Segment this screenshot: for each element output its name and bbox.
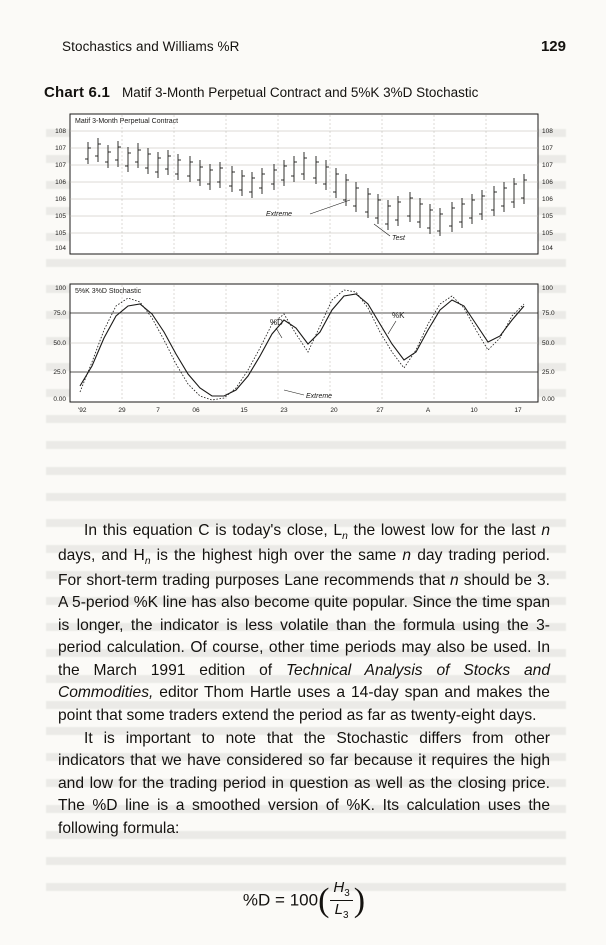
p1-seg4: is the highest high over the same [150, 546, 403, 564]
svg-text:7: 7 [156, 407, 160, 414]
figure-chart-6-1 [44, 112, 564, 434]
svg-text:108: 108 [55, 128, 66, 135]
formula-percent-d [58, 880, 550, 922]
svg-text:106: 106 [55, 179, 66, 186]
p1-ital-n2: n [402, 546, 412, 564]
svg-text:107: 107 [542, 162, 553, 169]
svg-text:23: 23 [280, 407, 288, 414]
annotation-test-price: Test [392, 235, 405, 242]
svg-text:75.0: 75.0 [53, 310, 66, 317]
formula-numerator-var: H [333, 879, 345, 896]
formula-numerator-sub: 3 [344, 888, 350, 899]
svg-text:105: 105 [55, 230, 66, 237]
p1-ital-title: Technical Analysis of Stocks and Commodities, [58, 661, 550, 702]
figure-label: Chart 6.1 [44, 84, 110, 101]
svg-text:106: 106 [542, 179, 553, 186]
svg-text:10: 10 [470, 407, 478, 414]
p1-sub-n2: n [144, 556, 151, 568]
svg-text:06: 06 [192, 407, 200, 414]
svg-text:17: 17 [514, 407, 522, 414]
figure-caption: Matif 3-Month Perpetual Contract and 5%K 3%D Stochastic [122, 85, 479, 100]
svg-text:100: 100 [542, 285, 553, 292]
svg-text:50.0: 50.0 [53, 340, 66, 347]
svg-text:'92: '92 [78, 407, 87, 414]
p1-seg6: should be 3. A 5-period %K line has also become quite popular. Since the time span is longer, the indicator is less volatile than the formula using the 3-period calculation. Of course, other time periods may also be used. In the March 1991 edition of [58, 571, 550, 679]
p1-seg2: the lowest low for the last [347, 522, 542, 539]
formula-denominator-var: L [334, 901, 343, 919]
svg-text:27: 27 [376, 407, 384, 414]
svg-text:107: 107 [542, 145, 553, 152]
p1-sub-n1: n [342, 531, 348, 543]
svg-text:50.0: 50.0 [542, 340, 555, 347]
formula-paren-open: ( [318, 881, 330, 919]
formula-fraction [330, 880, 352, 922]
svg-text:Matif 3-Month Perpetual Contra: Matif 3-Month Perpetual Contract [75, 118, 179, 125]
body-text [58, 520, 550, 841]
p1-seg7: editor Thom Hartle uses a 14-day span and makes the point that some traders extend the period as far as twenty-eight days. [58, 684, 550, 724]
svg-text:0.00: 0.00 [53, 396, 66, 403]
formula-paren-close: ) [353, 881, 366, 919]
svg-text:106: 106 [55, 196, 66, 203]
svg-text:107: 107 [55, 145, 66, 152]
annotation-extreme-price: Extreme [266, 211, 293, 218]
figure-caption-row [44, 84, 568, 101]
svg-text:A: A [425, 407, 431, 414]
svg-text:15: 15 [240, 407, 248, 414]
svg-text:105: 105 [55, 213, 66, 220]
series-label-k: %K [392, 311, 405, 320]
svg-text:0.00: 0.00 [542, 396, 555, 403]
paragraph-1 [58, 520, 550, 727]
svg-text:75.0: 75.0 [542, 310, 555, 317]
svg-text:25.0: 25.0 [542, 369, 555, 376]
svg-text:104: 104 [55, 245, 66, 252]
svg-text:25.0: 25.0 [53, 369, 66, 376]
svg-text:106: 106 [542, 196, 553, 203]
p1-seg3: days, and H [58, 546, 145, 564]
formula-denominator-sub: 3 [342, 910, 349, 922]
formula-denominator [330, 901, 352, 921]
annotation-extreme-stochastic: Extreme [306, 393, 333, 400]
svg-text:108: 108 [542, 128, 553, 135]
svg-text:20: 20 [330, 407, 338, 414]
svg-text:104: 104 [542, 245, 553, 252]
formula-lhs: %D = 100 [242, 890, 319, 910]
p1-ital-n3: n [450, 571, 459, 589]
p1-seg1: In this equation C is today's close, L [84, 522, 343, 539]
p1-ital-n1: n [541, 522, 550, 539]
series-label-d: %D [270, 318, 283, 327]
svg-text:29: 29 [118, 407, 126, 414]
formula-numerator [330, 880, 352, 901]
paragraph-2: It is important to note that the Stochastic differs from other indicators that we have considered so far because it requires the high and low for the trading period in question as well as the closing price. The %D line is a smoothed version of %K. Its calculation uses the following formula: [58, 730, 550, 837]
svg-text:105: 105 [542, 230, 553, 237]
svg-text:100: 100 [55, 285, 66, 292]
p1-seg5: day trading period. For short-term trading purposes Lane recommends that [58, 546, 550, 589]
page-header [62, 38, 566, 55]
svg-text:105: 105 [542, 213, 553, 220]
page-number: 129 [540, 38, 566, 55]
svg-text:5%K 3%D Stochastic: 5%K 3%D Stochastic [75, 288, 142, 295]
running-head: Stochastics and Williams %R [62, 39, 240, 54]
svg-text:107: 107 [55, 162, 66, 169]
